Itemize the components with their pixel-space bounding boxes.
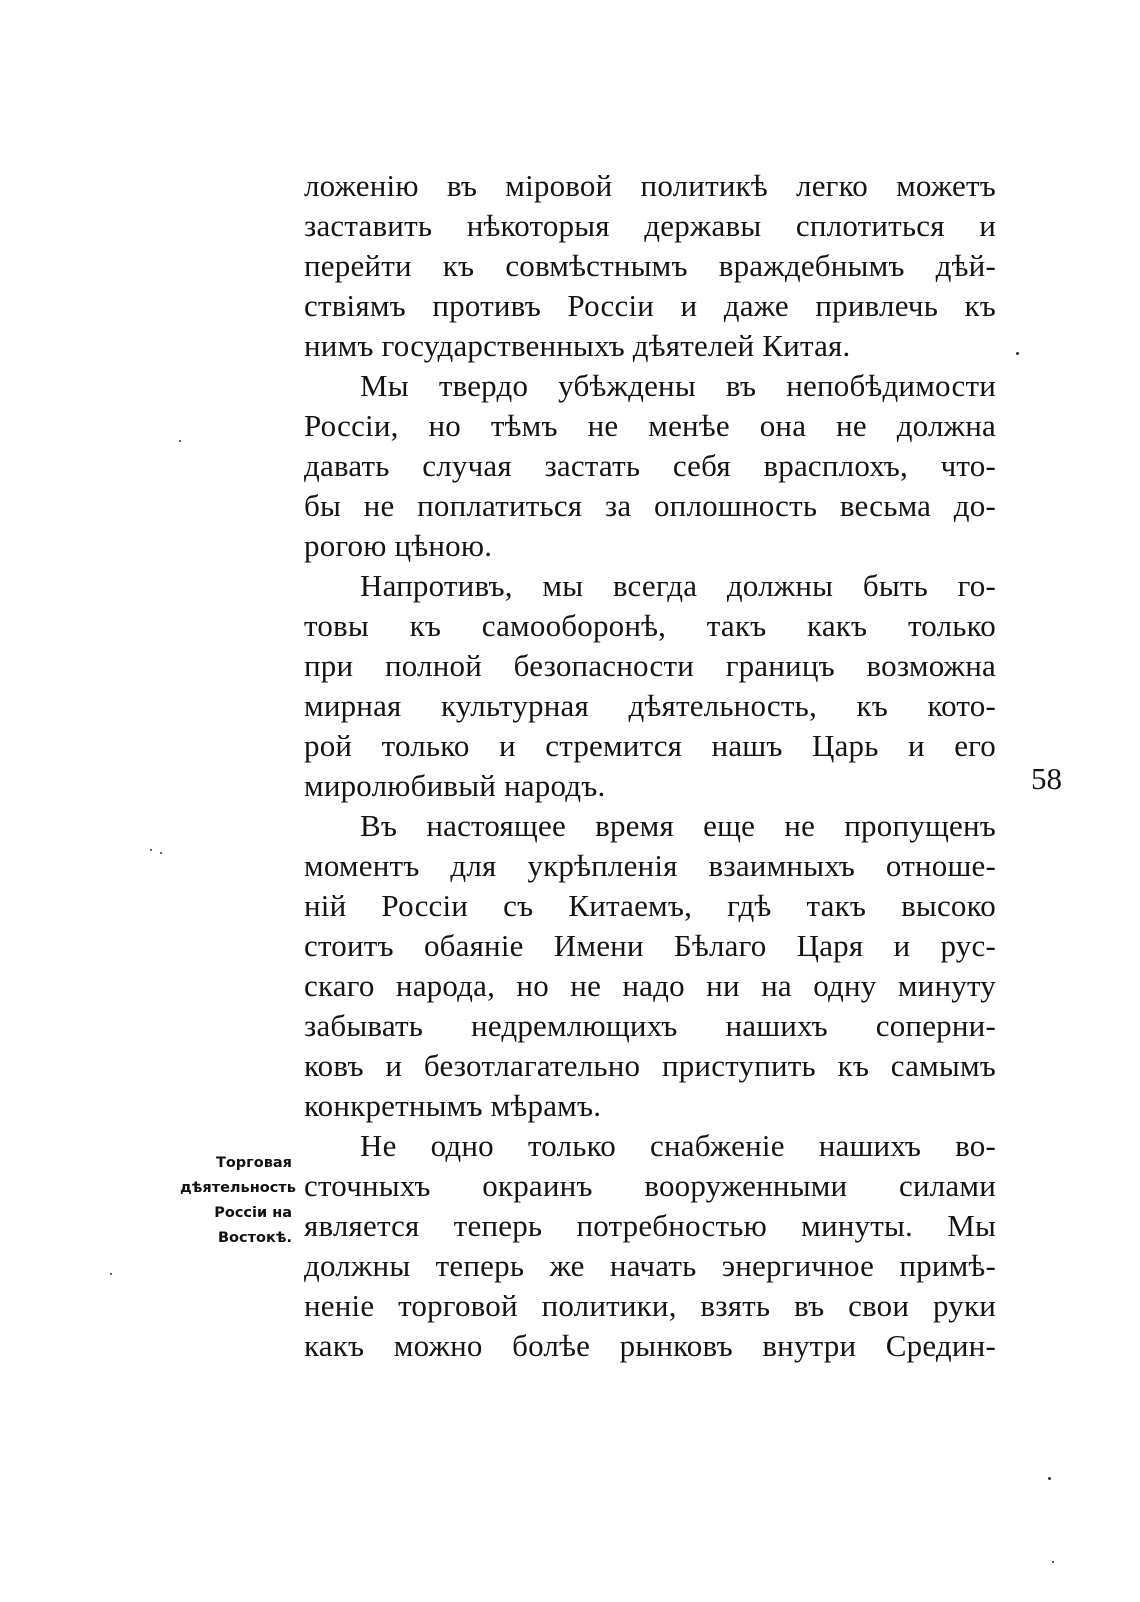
paragraph-start-line: Мы твердо убѣждены въ непобѣдимости xyxy=(360,368,996,403)
text-line: сточныхъ окраинъ вооруженными силами xyxy=(304,1168,996,1203)
scan-speck xyxy=(160,852,162,854)
margin-note-line: Россіи на xyxy=(214,1205,292,1221)
text-line: забывать недремлющихъ нашихъ соперни- xyxy=(304,1008,996,1043)
text-line: заставить нѣкоторыя державы сплотиться и xyxy=(304,208,996,243)
scan-speck xyxy=(1048,1477,1051,1480)
text-line: мирная культурная дѣятельность, къ кото- xyxy=(304,688,996,723)
text-line: конкретнымъ мѣрамъ. xyxy=(304,1088,602,1123)
text-line: Россіи, но тѣмъ не менѣе она не должна xyxy=(304,408,996,443)
body-text xyxy=(304,166,996,1366)
paragraph-start-line: Напротивъ, мы всегда должны быть го- xyxy=(360,568,996,603)
paragraph-start-line: Не одно только снабженіе нашихъ во- xyxy=(360,1128,996,1163)
page-number: 58 xyxy=(1031,761,1062,796)
text-line: бы не поплатиться за оплошность весьма до- xyxy=(304,488,996,523)
text-line: стоитъ обаяніе Имени Бѣлаго Царя и рус- xyxy=(304,928,996,963)
scan-speck xyxy=(179,440,181,442)
text-line: давать случая застать себя врасплохъ, что- xyxy=(304,448,996,483)
text-line: товы къ самооборонѣ, такъ какъ только xyxy=(304,608,996,643)
margin-note xyxy=(180,1151,296,1251)
margin-note-line: Востокѣ. xyxy=(218,1230,292,1246)
text-line: какъ можно болѣе рынковъ внутри Средин- xyxy=(304,1328,996,1363)
text-line: ложенію въ міровой политикѣ легко можетъ xyxy=(304,168,996,203)
scan-speck xyxy=(150,849,152,851)
text-line: ствіямъ противъ Россіи и даже привлечь къ xyxy=(304,288,996,323)
paragraph-start-line: Въ настоящее время еще не пропущенъ xyxy=(360,808,996,843)
text-line: нимъ государственныхъ дѣятелей Китая. xyxy=(304,328,851,363)
text-line: является теперь потребностью минуты. Мы xyxy=(304,1208,996,1243)
text-line: ковъ и безотлагательно приступить къ самымъ xyxy=(304,1048,996,1083)
text-line: перейти къ совмѣстнымъ враждебнымъ дѣй- xyxy=(304,248,996,283)
scan-speck xyxy=(1016,352,1019,355)
text-line: моментъ для укрѣпленія взаимныхъ отноше- xyxy=(304,848,996,883)
text-line: скаго народа, но не надо ни на одну минуту xyxy=(304,968,996,1003)
margin-note-line: дѣятельность xyxy=(180,1180,296,1196)
scan-speck xyxy=(110,1273,112,1275)
text-line: должны теперь же начать энергичное примѣ- xyxy=(304,1248,996,1283)
text-line: при полной безопасности границъ возможна xyxy=(304,648,996,683)
margin-note-line: Торговая xyxy=(215,1155,292,1171)
text-line: рой только и стремится нашъ Царь и его xyxy=(304,728,996,763)
text-line: неніе торговой политики, взять въ свои руки xyxy=(304,1288,996,1323)
text-line: миролюбивый народъ. xyxy=(304,768,606,803)
text-line: рогою цѣною. xyxy=(304,528,493,563)
scan-speck xyxy=(1052,1561,1054,1563)
text-line: ній Россіи съ Китаемъ, гдѣ такъ высоко xyxy=(304,888,996,923)
